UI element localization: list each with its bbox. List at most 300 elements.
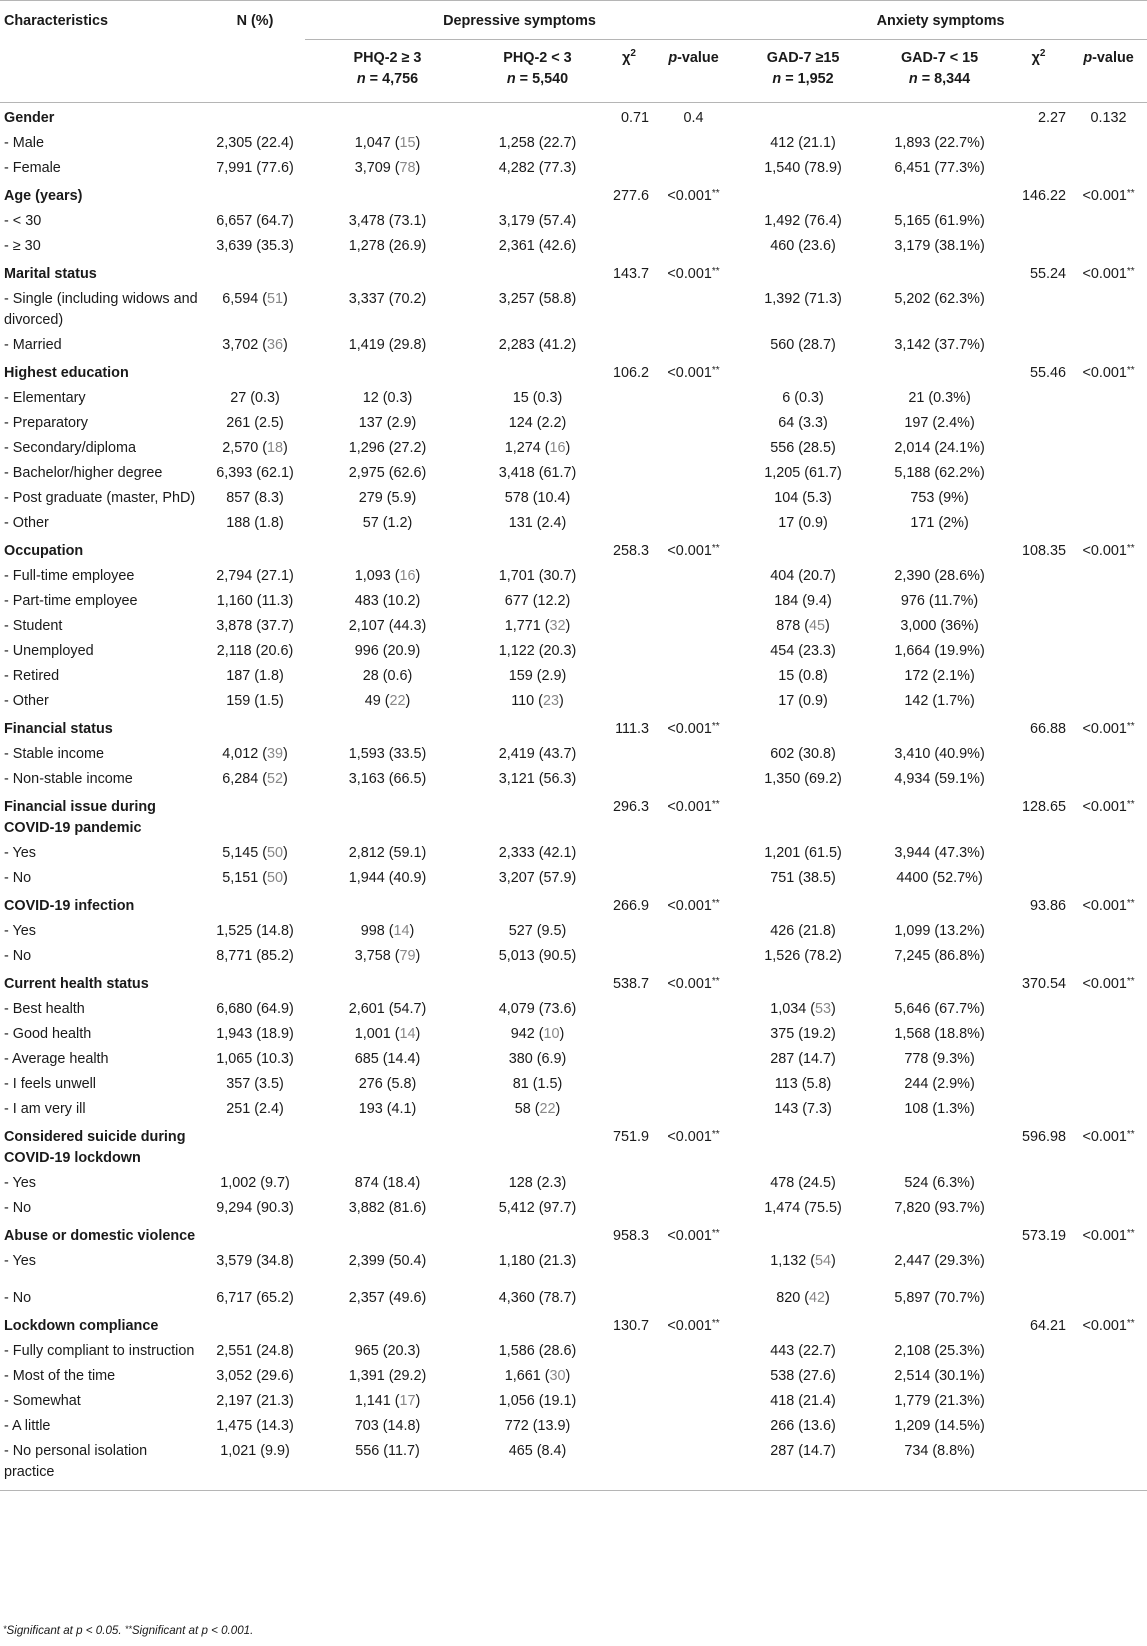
gad-low-value-part: 1,664 ( xyxy=(894,643,940,659)
phq-high-value xyxy=(305,486,470,511)
n-pct-value-part: ) xyxy=(289,923,294,939)
phq-low-value xyxy=(470,767,605,792)
chi-depressive-text: 751.9 xyxy=(612,1129,649,1145)
phq-high-value-part: ) xyxy=(405,693,411,709)
cell-empty xyxy=(872,358,1007,386)
cell-empty xyxy=(605,997,653,1022)
phq-high-value-part: 996 ( xyxy=(354,643,388,659)
cell-empty xyxy=(605,156,653,181)
gad-low-value-pct: 0.3% xyxy=(933,390,966,406)
phq-high-value-pct: 5.9 xyxy=(391,490,412,506)
cell-empty xyxy=(653,997,734,1022)
gad-high-value-part: 15 ( xyxy=(778,668,804,684)
col-anxiety-symptoms: Anxiety symptoms xyxy=(734,1,1147,40)
gad-low-value xyxy=(872,866,1007,891)
phq-low-value-pct: 22 xyxy=(539,1101,556,1117)
phq-high-value-pct: 44.3 xyxy=(393,618,422,634)
row-label-text: - Married xyxy=(4,337,62,353)
p-depressive-text: <0.001 xyxy=(667,898,712,914)
phq-low-value-part: ) xyxy=(571,643,577,659)
cell-empty xyxy=(1007,436,1070,461)
cell-empty xyxy=(1070,511,1147,536)
row-label xyxy=(0,767,205,792)
row-label xyxy=(0,969,205,997)
table-row xyxy=(0,1196,1147,1221)
n-pct-value-part: ) xyxy=(289,1290,294,1306)
gad-high-value xyxy=(734,639,872,664)
category-row xyxy=(0,714,1147,742)
p-anxiety-text: <0.001 xyxy=(1082,976,1127,992)
phq-low-value xyxy=(470,1022,605,1047)
gad-high-value-part: 266 ( xyxy=(770,1418,804,1434)
p-depressive-text: 0.4 xyxy=(683,110,704,126)
p-depressive-text: <0.001 xyxy=(667,976,712,992)
gad-high-value-pct: 23.6 xyxy=(803,238,832,254)
p-anxiety-value xyxy=(1070,103,1147,132)
gad-low-value-pct: 38.1% xyxy=(939,238,980,254)
cell-empty xyxy=(653,689,734,714)
phq-high-value-part: 3,709 ( xyxy=(354,160,400,176)
gad-high-value-part: ) xyxy=(831,1051,836,1067)
n-pct-value-part: ) xyxy=(289,1393,294,1409)
chi-anxiety-value xyxy=(1007,103,1070,132)
n-pct-value-pct: 85.2 xyxy=(261,948,290,964)
gad-high-value-part: 17 ( xyxy=(778,693,804,709)
cell-empty xyxy=(1070,1097,1147,1122)
phq-high-value xyxy=(305,1047,470,1072)
row-label-text: - Yes xyxy=(4,1175,37,1191)
cell-empty xyxy=(470,714,605,742)
table-row xyxy=(0,1072,1147,1097)
chi-depressive-text: 277.6 xyxy=(612,188,649,204)
gad-high-value-pct: 5.8 xyxy=(806,1076,827,1092)
cell-empty xyxy=(605,461,653,486)
phq-high-value xyxy=(305,156,470,181)
gad-high-value xyxy=(734,1047,872,1072)
gad-low-value xyxy=(872,664,1007,689)
row-label-text: - No xyxy=(4,948,32,964)
table-row xyxy=(0,1171,1147,1196)
gad-low-value-part: ) xyxy=(969,1175,975,1191)
phq-high-value-part: ) xyxy=(421,1253,427,1269)
n-pct-value xyxy=(205,287,305,333)
phq-low-value xyxy=(470,997,605,1022)
row-label-text: - Unemployed xyxy=(4,643,94,659)
p-depressive-text: <0.001 xyxy=(667,543,712,559)
gad-low-value-part: ) xyxy=(979,1393,985,1409)
n-pct-value xyxy=(205,209,305,234)
n-pct-value-part: 3,579 ( xyxy=(216,1253,261,1269)
gad-low-value xyxy=(872,1414,1007,1439)
cell-empty xyxy=(872,969,1007,997)
phq-high-value-part: 2,399 ( xyxy=(348,1253,394,1269)
phq-high-value-pct: 62.6 xyxy=(393,465,422,481)
phq-low-value-pct: 73.6 xyxy=(543,1001,572,1017)
row-label-text: Highest education xyxy=(4,365,129,381)
gad-low-value xyxy=(872,1072,1007,1097)
row-label xyxy=(0,181,205,209)
header-row-2 xyxy=(0,40,1147,103)
phq-high-value-pct: 78 xyxy=(399,160,416,176)
table-row xyxy=(0,944,1147,969)
gad-low-value-part: 244 ( xyxy=(904,1076,938,1092)
gad-high-value-pct: 27.6 xyxy=(803,1368,832,1384)
phq-low-value-part: ) xyxy=(571,238,577,254)
cell-empty xyxy=(470,1221,605,1249)
phq-high-value xyxy=(305,1097,470,1122)
gad-high-value-pct: 7.3 xyxy=(807,1101,828,1117)
phq-low-value-part: 5,013 ( xyxy=(498,948,544,964)
row-label xyxy=(0,358,205,386)
cell-empty xyxy=(1070,411,1147,436)
table-row xyxy=(0,1364,1147,1389)
phq-low-value-part: ) xyxy=(561,923,567,939)
footnote-star-1: * xyxy=(3,1624,7,1634)
phq-high-value-part: ) xyxy=(415,1051,421,1067)
row-label-text: - Non-stable income xyxy=(4,771,133,787)
gad-high-value-part: 1,350 ( xyxy=(764,771,810,787)
cell-empty xyxy=(1007,1249,1070,1286)
gad-high-value-part: ) xyxy=(831,1175,836,1191)
cell-empty xyxy=(653,411,734,436)
row-label-text: - ≥ 30 xyxy=(4,238,41,254)
gad-low-value-pct: 1.3% xyxy=(937,1101,970,1117)
gad-low-value-part: ) xyxy=(973,593,979,609)
n-pct-value-pct: 64.9 xyxy=(261,1001,290,1017)
n-pct-value-part: 6,717 ( xyxy=(216,1290,261,1306)
cell-empty xyxy=(872,103,1007,132)
gad-low-value-part: 5,202 ( xyxy=(894,291,940,307)
phq-low-value-part: ) xyxy=(561,1175,567,1191)
row-label xyxy=(0,589,205,614)
phq-high-value-part: 3,758 ( xyxy=(354,948,400,964)
gad-high-value xyxy=(734,1249,872,1286)
n-pct-value-part: 857 ( xyxy=(226,490,259,506)
cell-empty xyxy=(1007,333,1070,358)
n-pct-value xyxy=(205,689,305,714)
gad-high-value-part: ) xyxy=(831,1393,836,1409)
cell-empty xyxy=(1070,386,1147,411)
n-pct-value-part: 2,305 ( xyxy=(216,135,261,151)
phq-low-value xyxy=(470,333,605,358)
cell-empty xyxy=(653,156,734,181)
gad-low-value-part: 5,188 ( xyxy=(894,465,940,481)
row-label-text: - Average health xyxy=(4,1051,109,1067)
phq-high-value-part: ) xyxy=(421,1290,427,1306)
gad-high-value-part: 184 ( xyxy=(774,593,808,609)
row-label xyxy=(0,997,205,1022)
gad-low-value-pct: 70.7% xyxy=(939,1290,980,1306)
n-pct-value-pct: 24.8 xyxy=(261,1343,290,1359)
gad-low-value-part: ) xyxy=(979,568,985,584)
gad-high-value-part: 418 ( xyxy=(770,1393,804,1409)
n-pct-value xyxy=(205,742,305,767)
chi-superscript: 2 xyxy=(1039,48,1046,60)
gad-low-value-part: ) xyxy=(979,845,985,861)
row-label-text: COVID-19 infection xyxy=(4,898,135,914)
n-pct-value-pct: 3.5 xyxy=(259,1076,280,1092)
n-pct-value-part: ) xyxy=(289,1026,294,1042)
cell-empty xyxy=(734,891,872,919)
cell-empty xyxy=(605,1047,653,1072)
phq-high-value-part: 1,944 ( xyxy=(348,870,394,886)
cell-empty xyxy=(205,1311,305,1339)
phq-low-value xyxy=(470,1339,605,1364)
cell-empty xyxy=(605,386,653,411)
phq-high-value-pct: 0.3 xyxy=(387,390,408,406)
phq-high-value-part: 1,391 ( xyxy=(348,1368,394,1384)
n-pct-value-pct: 1.5 xyxy=(259,693,280,709)
n-pct-value-part: 4,012 ( xyxy=(222,746,267,762)
gad-high-value-part: 6 ( xyxy=(782,390,800,406)
p-anxiety-value xyxy=(1070,1311,1147,1339)
n-pct-value xyxy=(205,614,305,639)
phq-high-value-part: ) xyxy=(415,1175,421,1191)
row-label xyxy=(0,1047,205,1072)
n-pct-value-part: ) xyxy=(279,515,284,531)
n-pct-value xyxy=(205,1047,305,1072)
gad-low-value xyxy=(872,486,1007,511)
phq-high-value-part: ) xyxy=(415,1343,421,1359)
gad-low-value-pct: 9.3% xyxy=(937,1051,970,1067)
phq-high-value-part: ) xyxy=(414,1443,420,1459)
p-anxiety-text: <0.001 xyxy=(1082,898,1127,914)
phq-high-value-pct: 22 xyxy=(389,693,406,709)
gad-low-value-pct: 2.9% xyxy=(937,1076,970,1092)
gad-low-value-part: 6,451 ( xyxy=(894,160,940,176)
n-pct-value-pct: 77.6 xyxy=(261,160,290,176)
gad-high-value-part: ) xyxy=(837,845,842,861)
cell-empty xyxy=(470,259,605,287)
phq-high-value-part: 137 ( xyxy=(358,415,392,431)
gad-high-value xyxy=(734,1414,872,1439)
phq-high-value-part: 1,278 ( xyxy=(348,238,394,254)
n-pct-value xyxy=(205,767,305,792)
gad-high-value-part: ) xyxy=(831,1368,836,1384)
col-chi-depressive xyxy=(605,40,653,103)
phq-low-value-pct: 10.4 xyxy=(537,490,566,506)
chi-depressive-value xyxy=(605,358,653,386)
gad-low-value-part: 1,209 ( xyxy=(894,1418,940,1434)
gad-high-value-part: ) xyxy=(823,515,828,531)
chi-depressive-value xyxy=(605,969,653,997)
gad-low-value-part: 2,108 ( xyxy=(894,1343,940,1359)
phq-high-value-part: 998 ( xyxy=(360,923,394,939)
gad-low-value-part: ) xyxy=(977,870,983,886)
cell-empty xyxy=(305,1122,470,1171)
row-label xyxy=(0,333,205,358)
table-row xyxy=(0,866,1147,891)
gad-low-value-part: ) xyxy=(969,1051,975,1067)
phq-low-value xyxy=(470,411,605,436)
gad-low-value-part: ) xyxy=(973,618,979,634)
cell-empty xyxy=(1070,639,1147,664)
cell-empty xyxy=(872,1221,1007,1249)
gad-high-value xyxy=(734,767,872,792)
table-row xyxy=(0,234,1147,259)
cell-empty xyxy=(1070,919,1147,944)
table-row xyxy=(0,411,1147,436)
phq-low-value-pct: 2.2 xyxy=(541,415,562,431)
cell-empty xyxy=(1007,1339,1070,1364)
gad-low-value-part: 2,014 ( xyxy=(894,440,940,456)
footnote-sig-1: Significant at xyxy=(6,1624,77,1637)
phq-high-value-part: 556 ( xyxy=(355,1443,389,1459)
gad-low-value xyxy=(872,209,1007,234)
cell-empty xyxy=(1070,742,1147,767)
cell-empty xyxy=(653,333,734,358)
phq-low-value-pct: 12.2 xyxy=(537,593,566,609)
n-pct-value xyxy=(205,639,305,664)
p-depressive-value xyxy=(653,536,734,564)
gad-low-value xyxy=(872,234,1007,259)
col-chi-anxiety xyxy=(1007,40,1070,103)
cell-empty xyxy=(605,689,653,714)
phq-low-value-part: 3,179 ( xyxy=(498,213,544,229)
gad-low-value-part: 1,568 ( xyxy=(894,1026,940,1042)
gad-low-value-part: ) xyxy=(979,948,985,964)
p-depressive-value xyxy=(653,103,734,132)
cell-empty xyxy=(734,969,872,997)
gad-low-value-pct: 36% xyxy=(945,618,974,634)
phq-low-value xyxy=(470,209,605,234)
row-label-text: - Post graduate (master, PhD) xyxy=(4,490,196,506)
chi-anxiety-text: 146.22 xyxy=(1022,188,1067,204)
cell-empty xyxy=(1070,1389,1147,1414)
phq-low-value-part: 2,419 ( xyxy=(498,746,544,762)
n-pct-value xyxy=(205,564,305,589)
n-pct-value-pct: 21.3 xyxy=(261,1393,290,1409)
phq-high-value xyxy=(305,742,470,767)
significance-stars: ** xyxy=(1126,365,1135,376)
p-depressive-value xyxy=(653,792,734,841)
p-anxiety-text: <0.001 xyxy=(1082,1228,1127,1244)
row-label-text: - Secondary/diploma xyxy=(4,440,136,456)
phq-low-value xyxy=(470,436,605,461)
p-anxiety-value xyxy=(1070,891,1147,919)
cell-empty xyxy=(653,919,734,944)
row-label-text: - Other xyxy=(4,693,49,709)
gad-high-value-part: ) xyxy=(826,1076,832,1092)
table-row xyxy=(0,767,1147,792)
n-pct-value-pct: 20.6 xyxy=(260,643,289,659)
cell-empty xyxy=(1007,234,1070,259)
phq-low-value-pct: 42.1 xyxy=(543,845,572,861)
phq-low-value-part: ) xyxy=(557,1076,563,1092)
n-pct-value xyxy=(205,664,305,689)
cell-empty xyxy=(205,1122,305,1171)
phq-low-value xyxy=(470,564,605,589)
row-label xyxy=(0,944,205,969)
chi-anxiety-value xyxy=(1007,358,1070,386)
gad-low-value xyxy=(872,131,1007,156)
gad-low-value-part: 142 ( xyxy=(904,693,938,709)
cell-empty xyxy=(734,536,872,564)
cell-empty xyxy=(1007,639,1070,664)
gad-high-value-part: 287 ( xyxy=(770,1051,804,1067)
p-suffix: -value xyxy=(1092,50,1134,66)
n-pct-value xyxy=(205,511,305,536)
phq-high-value-pct: 50.4 xyxy=(393,1253,422,1269)
gad-low-value xyxy=(872,1439,1007,1491)
n-pct-value-part: ) xyxy=(283,771,288,787)
n-pct-value-part: 6,594 ( xyxy=(222,291,267,307)
p-anxiety-text: <0.001 xyxy=(1082,1318,1127,1334)
phq-low-value-part: ) xyxy=(571,1253,577,1269)
phq-low-value-part: ) xyxy=(571,135,577,151)
gad-low-value-part: 1,779 ( xyxy=(894,1393,940,1409)
n-pct-value-part: ) xyxy=(279,415,284,431)
cell-empty xyxy=(605,742,653,767)
p-depressive-text: <0.001 xyxy=(667,721,712,737)
row-label xyxy=(0,234,205,259)
phq-low-value-part: 3,418 ( xyxy=(498,465,544,481)
cell-empty xyxy=(1070,461,1147,486)
gad-high-value-part: ) xyxy=(831,1026,836,1042)
cell-empty xyxy=(653,767,734,792)
gad-low-value-pct: 19.9% xyxy=(939,643,980,659)
phq-low-value xyxy=(470,1364,605,1389)
phq-high-value-part: ) xyxy=(421,291,427,307)
gad-low-value-part: ) xyxy=(979,1290,985,1306)
significance-stars: ** xyxy=(1126,1318,1135,1329)
gad-high-value-pct: 54 xyxy=(815,1253,832,1269)
gad-high-value-pct: 9.4 xyxy=(807,593,828,609)
phq-high-value xyxy=(305,131,470,156)
significance-stars: ** xyxy=(711,266,720,277)
significance-stars: ** xyxy=(1126,976,1135,987)
cell-empty xyxy=(205,969,305,997)
gad-low-value-part: 108 ( xyxy=(904,1101,938,1117)
cell-empty xyxy=(1070,1364,1147,1389)
gad-low-value-pct: 6.3% xyxy=(937,1175,970,1191)
gad-high-value xyxy=(734,333,872,358)
cell-empty xyxy=(1007,1414,1070,1439)
phq-high-value xyxy=(305,333,470,358)
significance-stars: ** xyxy=(711,1318,720,1329)
n-pct-value-part: 357 ( xyxy=(226,1076,259,1092)
n-pct-value-part: ) xyxy=(289,1051,294,1067)
phq-low-value-pct: 97.7 xyxy=(543,1200,572,1216)
phq-low-value-part: ) xyxy=(561,1443,567,1459)
n-pct-value-part: 1,525 ( xyxy=(216,923,261,939)
gad-low-value-part: 4,934 ( xyxy=(894,771,940,787)
gad-low-value-pct: 9% xyxy=(943,490,964,506)
gad-high-value-pct: 21.8 xyxy=(803,923,832,939)
row-label xyxy=(0,1097,205,1122)
cell-empty xyxy=(734,1311,872,1339)
cell-empty xyxy=(605,1414,653,1439)
cell-empty xyxy=(605,614,653,639)
gad-high-value-pct: 61.5 xyxy=(809,845,838,861)
p-anxiety-text: <0.001 xyxy=(1082,1129,1127,1145)
cell-empty xyxy=(1007,131,1070,156)
n-pct-value-pct: 22.4 xyxy=(261,135,290,151)
gad-low-value-part: ) xyxy=(969,1443,975,1459)
gad-low-value-pct: 59.1% xyxy=(939,771,980,787)
phq-high-value-pct: 14 xyxy=(393,923,410,939)
gad-high-value-part: ) xyxy=(819,390,824,406)
cell-empty xyxy=(653,209,734,234)
row-label xyxy=(0,103,205,132)
phq-low-value-part: 1,180 ( xyxy=(498,1253,544,1269)
phq-high-value-part: ) xyxy=(421,213,427,229)
significance-stars: ** xyxy=(711,543,720,554)
cell-empty xyxy=(734,358,872,386)
table-row xyxy=(0,156,1147,181)
n-pct-value-part: 6,680 ( xyxy=(216,1001,261,1017)
cell-empty xyxy=(1070,997,1147,1022)
